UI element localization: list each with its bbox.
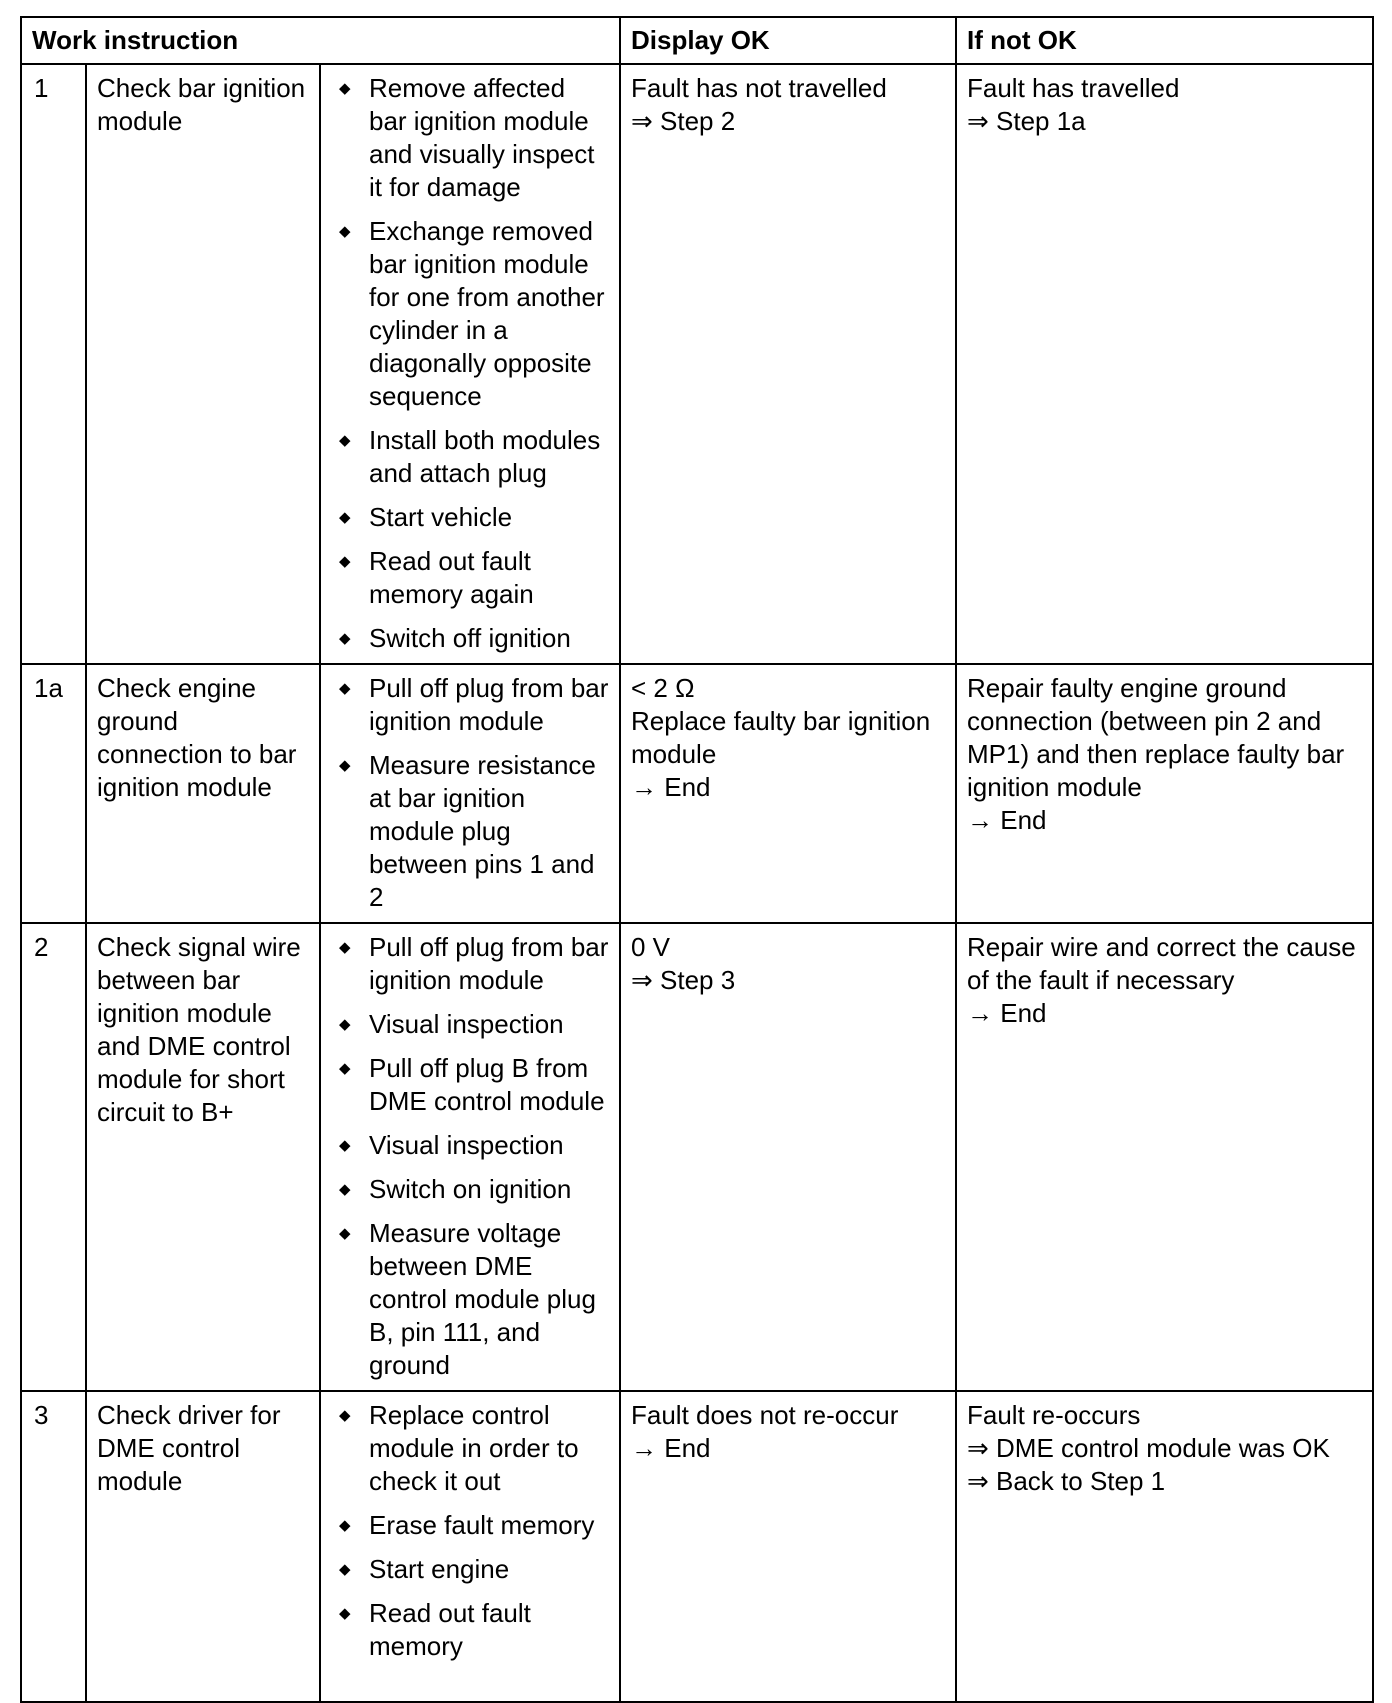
action-item: ◆ Replace control module in order to check it out — [331, 1399, 609, 1498]
action-item: ◆ Start vehicle — [331, 501, 609, 534]
action-item: ◆ Install both modules and attach plug — [331, 424, 609, 490]
actions-cell — [320, 923, 620, 1391]
step-number: 1a — [21, 664, 86, 923]
action-item: ◆ Switch on ignition — [331, 1173, 609, 1206]
not-ok-line: Repair faulty engine ground connection (between pin 2 and MP1) and then replace faulty bar ignition module — [967, 673, 1345, 802]
display-ok-cell — [620, 664, 956, 923]
action-list — [331, 1399, 609, 1663]
actions-cell — [320, 1391, 620, 1702]
if-not-ok-cell — [956, 1391, 1373, 1702]
not-ok-line: ⇒ Step 1a — [967, 106, 1086, 136]
not-ok-line: → End — [967, 805, 1047, 835]
test-description: Check bar ignition module — [86, 64, 320, 664]
ok-line: → End — [631, 1433, 711, 1463]
action-item: ◆ Measure resistance at bar ignition module plug between pins 1 and 2 — [331, 749, 609, 914]
action-item: ◆ Start engine — [331, 1553, 609, 1586]
action-item: ◆ Read out fault memory — [331, 1597, 609, 1663]
ok-line: ⇒ Step 3 — [631, 965, 736, 995]
header-if-not-ok: If not OK — [956, 17, 1373, 64]
ok-line: Fault does not re-occur — [631, 1400, 899, 1430]
not-ok-line: ⇒ DME control module was OK — [967, 1433, 1330, 1463]
action-item: ◆ Read out fault memory again — [331, 545, 609, 611]
work-instruction-table — [20, 16, 1374, 1703]
action-item: ◆ Pull off plug from bar ignition module — [331, 931, 609, 997]
action-item: ◆ Visual inspection — [331, 1008, 609, 1041]
table-header-row — [21, 17, 1373, 64]
table-row — [21, 923, 1373, 1391]
ok-line: Replace faulty bar ignition module — [631, 706, 931, 769]
test-description: Check driver for DME control module — [86, 1391, 320, 1702]
action-list — [331, 931, 609, 1382]
step-number: 3 — [21, 1391, 86, 1702]
ok-line: Fault has not travelled — [631, 73, 887, 103]
step-number: 2 — [21, 923, 86, 1391]
table-row — [21, 64, 1373, 664]
display-ok-cell — [620, 64, 956, 664]
action-list — [331, 672, 609, 914]
if-not-ok-cell — [956, 64, 1373, 664]
action-item: ◆ Visual inspection — [331, 1129, 609, 1162]
action-list — [331, 72, 609, 655]
ok-line: ⇒ Step 2 — [631, 106, 736, 136]
ok-line: 0 V — [631, 932, 671, 962]
step-number: 1 — [21, 64, 86, 664]
display-ok-cell — [620, 923, 956, 1391]
if-not-ok-cell — [956, 664, 1373, 923]
action-item: ◆ Pull off plug B from DME control module — [331, 1052, 609, 1118]
action-item: ◆ Erase fault memory — [331, 1509, 609, 1542]
display-ok-cell — [620, 1391, 956, 1702]
not-ok-line: Fault re-occurs — [967, 1400, 1141, 1430]
table-row — [21, 664, 1373, 923]
test-description: Check signal wire between bar ignition module and DME control module for short circuit to B+ — [86, 923, 320, 1391]
action-item: ◆ Exchange removed bar ignition module for one from another cylinder in a diagonally opposite sequence — [331, 215, 609, 413]
action-item: ◆ Measure voltage between DME control module plug B, pin 111, and ground — [331, 1217, 609, 1382]
header-work-instruction: Work instruction — [21, 17, 620, 64]
action-item: ◆ Pull off plug from bar ignition module — [331, 672, 609, 738]
actions-cell — [320, 664, 620, 923]
if-not-ok-cell — [956, 923, 1373, 1391]
header-display-ok: Display OK — [620, 17, 956, 64]
test-description: Check engine ground connection to bar ignition module — [86, 664, 320, 923]
action-item: ◆ Remove affected bar ignition module and visually inspect it for damage — [331, 72, 609, 204]
not-ok-line: Fault has travelled — [967, 73, 1180, 103]
ok-line: → End — [631, 772, 711, 802]
not-ok-line: Repair wire and correct the cause of the fault if necessary — [967, 932, 1356, 995]
not-ok-line: ⇒ Back to Step 1 — [967, 1466, 1166, 1496]
actions-cell — [320, 64, 620, 664]
ok-line: < 2 Ω — [631, 673, 695, 703]
action-item: ◆ Switch off ignition — [331, 622, 609, 655]
not-ok-line: → End — [967, 998, 1047, 1028]
table-row — [21, 1391, 1373, 1702]
